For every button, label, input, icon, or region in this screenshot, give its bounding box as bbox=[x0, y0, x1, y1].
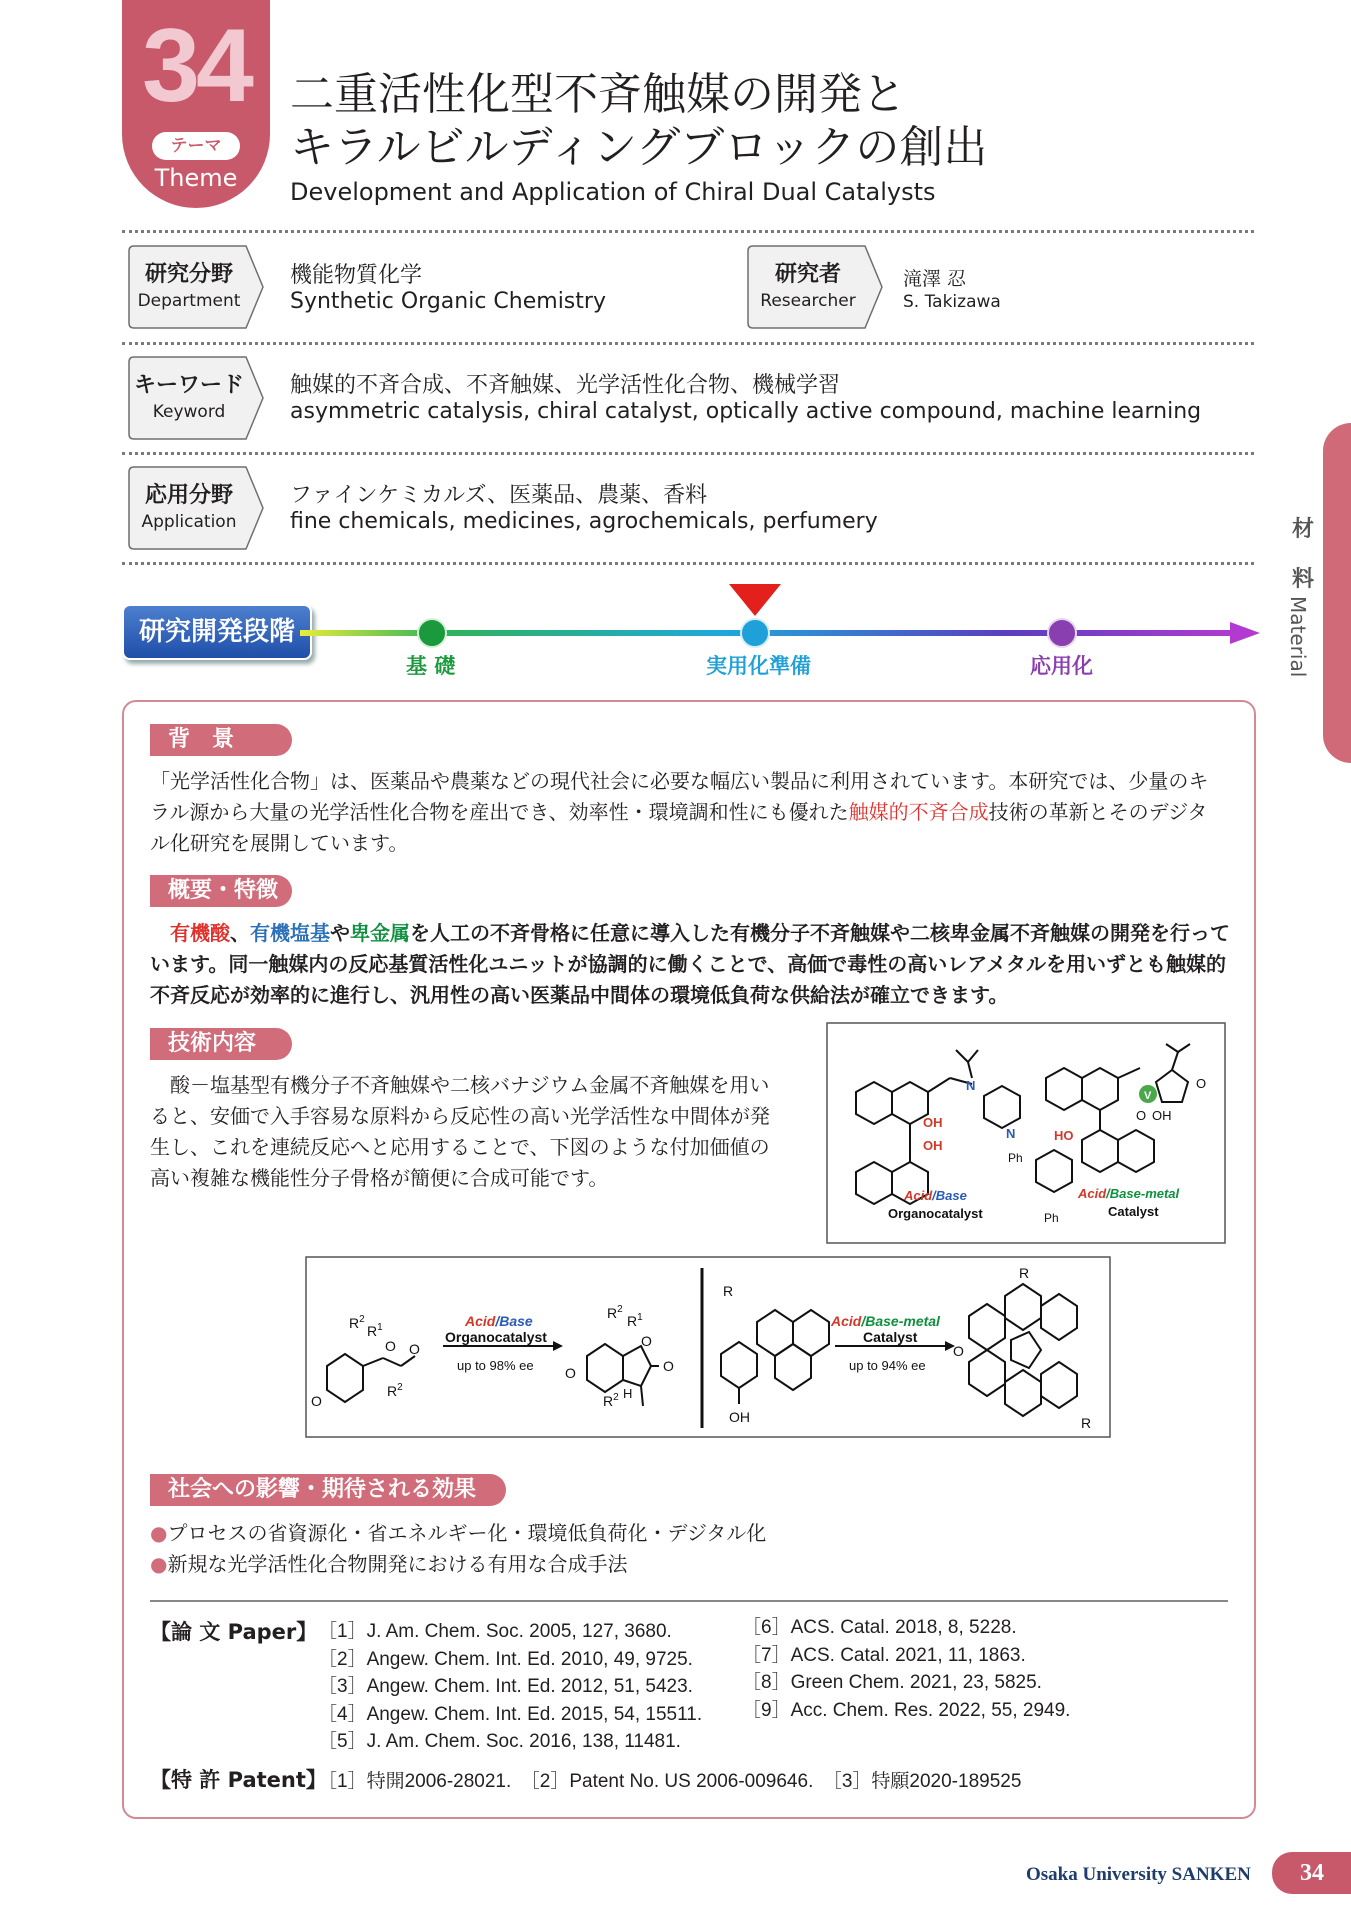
keyword-label: キーワード Keyword bbox=[128, 356, 264, 440]
paper-item: ［8］Green Chem. 2021, 23, 5825. bbox=[742, 1672, 1042, 1693]
paper-item: ［9］Acc. Chem. Res. 2022, 55, 2949. bbox=[742, 1699, 1071, 1721]
title-line-1: 二重活性化型不斉触媒の開発と bbox=[290, 69, 906, 120]
divider bbox=[122, 230, 1254, 233]
divider bbox=[122, 452, 1254, 455]
catalyst-figure bbox=[826, 1022, 1226, 1244]
bullet-icon: ● bbox=[150, 1552, 168, 1576]
papers-left bbox=[318, 1618, 702, 1756]
technology-heading: 技術内容 bbox=[150, 1028, 292, 1060]
side-tab bbox=[1323, 423, 1351, 763]
reaction-1-catalyst: Organocatalyst bbox=[445, 1329, 547, 1345]
divider bbox=[122, 562, 1254, 565]
side-tab-label-en: Material bbox=[1286, 596, 1310, 678]
oh-label: OH bbox=[923, 1115, 943, 1130]
o-label: O bbox=[953, 1343, 964, 1359]
o-label: O bbox=[1196, 1076, 1207, 1091]
o-label: O bbox=[409, 1341, 420, 1357]
technology-text: 酸－塩基型有機分子不斉触媒や二核バナジウム金属不斉触媒を用いると、安価で入手容易な原料から反応性の高い光学活性な中間体が発生し、これを連続反応へと応用することで、下図のような付加価値の高い複雑な機能性分子骨格が簡便に合成可能です。 bbox=[150, 1073, 770, 1190]
stage-arrow bbox=[1230, 622, 1260, 644]
right-acid: Acid/Base-metal bbox=[1078, 1186, 1180, 1201]
reaction-2-ee: up to 94% ee bbox=[849, 1358, 926, 1373]
overview-text: 有機酸、有機塩基や卑金属を人工の不斉骨格に任意に導入した有機分子不斉触媒や二核卑金属不斉触媒の開発を行っています。同一触媒内の反応基質活性化ユニットが協調的に働くことで、高価で毒性の高いレアメタルを用いずとも触媒的不斉反応が効率的に進行し、汎用性の高い医薬品中間体の環境低負荷な供給法が確立できます。 bbox=[150, 921, 1230, 1007]
divider bbox=[150, 1600, 1228, 1602]
r2-label: $R^2$ bbox=[349, 1314, 365, 1331]
left-catalyst-name: Organocatalyst bbox=[888, 1206, 983, 1221]
stage-dot-practical bbox=[741, 619, 769, 647]
paper-item: ［4］Angew. Chem. Int. Ed. 2015, 54, 15511. bbox=[318, 1703, 703, 1725]
background-heading: 背 景 bbox=[150, 724, 292, 756]
list-item: ●プロセスの省資源化・省エネルギー化・環境低負荷化・デジタル化 bbox=[150, 1521, 767, 1545]
o-label: O bbox=[663, 1358, 674, 1374]
r1-label: $R^1$ bbox=[627, 1312, 643, 1329]
paper-item: ［5］J. Am. Chem. Soc. 2016, 138, 11481. bbox=[318, 1731, 681, 1752]
current-stage-marker bbox=[729, 584, 781, 616]
highlight-term: 触媒的不斉合成 bbox=[848, 800, 989, 824]
patent-heading: 【特 許 Patent】 bbox=[150, 1768, 327, 1792]
oh-label: OH bbox=[1152, 1108, 1172, 1123]
o-label: O bbox=[311, 1393, 322, 1409]
paper-item: ［7］ACS. Catal. 2021, 11, 1863. bbox=[742, 1644, 1026, 1666]
oh-label: OH bbox=[729, 1409, 750, 1425]
page-title bbox=[290, 68, 987, 174]
papers-right bbox=[742, 1614, 1070, 1724]
keyword-value-en: asymmetric catalysis, chiral catalyst, optically active compound, machine learning bbox=[290, 399, 1202, 424]
o-label: O bbox=[641, 1333, 652, 1349]
keyword-value-jp: 触媒的不斉合成、不斉触媒、光学活性化合物、機械学習 bbox=[290, 373, 841, 398]
department-label: 研究分野 Department bbox=[128, 245, 264, 329]
reaction-1-ee: up to 98% ee bbox=[457, 1358, 534, 1373]
theme-label-en: Theme bbox=[154, 164, 238, 192]
left-acid: Acid/Base bbox=[904, 1188, 967, 1203]
researcher-label: 研究者 Researcher bbox=[747, 245, 883, 329]
r-label: R bbox=[723, 1283, 734, 1299]
title-line-2: キラルビルディングブロックの創出 bbox=[290, 122, 988, 173]
department-value-jp: 機能物質化学 bbox=[290, 263, 423, 288]
term-acid: 有機酸 bbox=[170, 921, 230, 945]
h-label: H bbox=[623, 1386, 633, 1401]
figure-frame bbox=[306, 1257, 1110, 1437]
application-value-en: fine chemicals, medicines, agrochemicals, perfumery bbox=[290, 509, 878, 534]
application-label: 応用分野 Application bbox=[128, 466, 264, 550]
reaction-figure bbox=[305, 1256, 1111, 1438]
r2-label: $R^2$ bbox=[603, 1392, 619, 1409]
patent-text: ［1］特開2006-28021. ［2］Patent No. US 2006-009646. ［3］特願2020-189525 bbox=[318, 1771, 1022, 1792]
term-metal: 卑金属 bbox=[350, 921, 410, 945]
r2-label: $R^2$ bbox=[387, 1382, 403, 1399]
r2-label: $R^2$ bbox=[607, 1304, 623, 1321]
papers-heading: 【論 文 Paper】 bbox=[150, 1620, 318, 1644]
list-item: ●新規な光学活性化合物開発における有用な合成手法 bbox=[150, 1552, 628, 1576]
stage-dot-basic bbox=[418, 619, 446, 647]
reaction-2-acid: Acid/Base-metal bbox=[831, 1313, 940, 1329]
stage-applied: 応用化 bbox=[1030, 654, 1093, 678]
o-label: O bbox=[1136, 1108, 1147, 1123]
paper-item: ［2］Angew. Chem. Int. Ed. 2010, 49, 9725. bbox=[318, 1648, 693, 1670]
researcher-name-en: S. Takizawa bbox=[903, 292, 1001, 312]
application-value-jp: ファインケミカルズ、医薬品、農薬、香料 bbox=[290, 483, 708, 508]
theme-label-jp: テーマ bbox=[152, 132, 240, 160]
side-tab-label: 料 bbox=[1292, 567, 1315, 592]
page-number: 34 bbox=[1272, 1852, 1351, 1894]
stage-practical: 実用化準備 bbox=[706, 654, 811, 678]
stage-label: 研究開発段階 bbox=[122, 604, 312, 660]
ph-label: Ph bbox=[1008, 1151, 1023, 1165]
term-base: 有機塩基 bbox=[250, 921, 330, 945]
theme-tab bbox=[122, 0, 270, 208]
stage-dot-applied bbox=[1048, 619, 1076, 647]
paper-item: ［6］ACS. Catal. 2018, 8, 5228. bbox=[742, 1617, 1017, 1638]
figure-frame bbox=[827, 1023, 1225, 1243]
divider bbox=[122, 342, 1254, 345]
overview-heading: 概要・特徴 bbox=[150, 875, 292, 907]
oh-label: OH bbox=[923, 1138, 943, 1153]
paper-item: ［3］Angew. Chem. Int. Ed. 2012, 51, 5423. bbox=[318, 1676, 693, 1697]
theme-number: 34 bbox=[142, 8, 250, 124]
reaction-2-catalyst: Catalyst bbox=[863, 1329, 918, 1345]
ho-label: HO bbox=[1054, 1128, 1074, 1143]
paper-item: ［1］J. Am. Chem. Soc. 2005, 127, 3680. bbox=[318, 1621, 672, 1642]
r1-label: $R^1$ bbox=[367, 1322, 383, 1339]
impact-list bbox=[150, 1518, 766, 1580]
researcher-name-jp: 滝澤 忍 bbox=[903, 268, 967, 290]
title-en: Development and Application of Chiral Dual Catalysts bbox=[290, 178, 936, 206]
n-label: N bbox=[1006, 1126, 1016, 1141]
bullet-icon: ● bbox=[150, 1521, 168, 1545]
background-text: 「光学活性化合物」は、医薬品や農薬などの現代社会に必要な幅広い製品に利用されています。本研究では、少量のキラル源から大量の光学活性化合物を産出でき、効率性・環境調和性にも優れた触媒的不斉合成技術の革新とそのデジタル化研究を展開しています。 bbox=[150, 769, 1209, 855]
r-label: R bbox=[1081, 1415, 1092, 1431]
o-label: O bbox=[385, 1338, 396, 1354]
ph-label: Ph bbox=[1044, 1211, 1059, 1225]
right-catalyst-name: Catalyst bbox=[1108, 1204, 1159, 1219]
stage-basic: 基 礎 bbox=[406, 654, 456, 678]
n-label: N bbox=[966, 1078, 976, 1093]
reaction-1-acid: Acid/Base bbox=[465, 1313, 533, 1329]
o-label: O bbox=[565, 1365, 576, 1381]
stage-bar bbox=[300, 580, 1260, 660]
impact-heading: 社会への影響・期待される効果 bbox=[150, 1474, 506, 1506]
v-label: V bbox=[1144, 1090, 1152, 1102]
r-label: R bbox=[1019, 1265, 1030, 1281]
footer-text: Osaka University SANKEN bbox=[1026, 1864, 1251, 1885]
side-tab-label: 材 bbox=[1292, 517, 1315, 542]
department-value-en: Synthetic Organic Chemistry bbox=[290, 289, 606, 314]
